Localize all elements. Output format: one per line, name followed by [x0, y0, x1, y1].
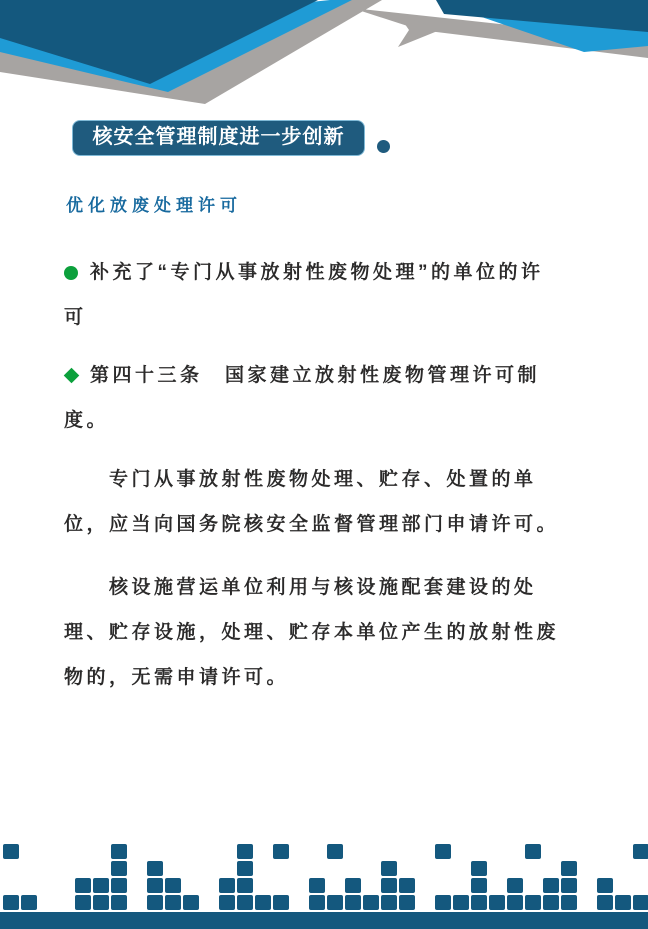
footer-pixel-square [507, 878, 523, 893]
footer-pixel-square [255, 895, 271, 910]
footer-pixel-square [327, 844, 343, 859]
footer-pixel-square [633, 895, 648, 910]
title-dot-icon [377, 140, 390, 153]
footer-pixel-square [615, 895, 631, 910]
footer-pixel-square [381, 895, 397, 910]
footer-pixel-square [147, 861, 163, 876]
paragraph-exemption [64, 565, 609, 700]
footer-pixel-square [543, 895, 559, 910]
section-subtitle: 优化放废处理许可 [66, 196, 242, 215]
footer-pixel-square [273, 844, 289, 859]
footer-pixel-square [597, 878, 613, 893]
footer-pixel-square [3, 844, 19, 859]
footer-pixel-square [165, 878, 181, 893]
footer-pixel-square [435, 895, 451, 910]
footer-pixel-square [525, 895, 541, 910]
footer-pixel-square [471, 861, 487, 876]
text-line: 理、贮存设施，处理、贮存本单位产生的放射性废 [64, 622, 560, 643]
footer-pixel-square [219, 878, 235, 893]
footer-pixel-square [489, 895, 505, 910]
text-line: 可 [64, 307, 87, 328]
text-line: 位，应当向国务院核安全监督管理部门申请许可。 [64, 514, 560, 535]
footer-pixel-square [363, 895, 379, 910]
footer-pixel-square [219, 895, 235, 910]
footer-pixel-square [237, 878, 253, 893]
footer-pixel-square [435, 844, 451, 859]
footer-pixel-square [561, 895, 577, 910]
footer-pixel-square [453, 895, 469, 910]
footer-pixel-square [471, 878, 487, 893]
bullet-article-43 [64, 353, 609, 443]
footer-pixel-square [399, 878, 415, 893]
footer-pixel-square [237, 861, 253, 876]
footer-pixel-square [183, 895, 199, 910]
footer-pixel-square [471, 895, 487, 910]
footer-pixel-square [561, 878, 577, 893]
footer-pixel-square [309, 878, 325, 893]
footer-pixel-square [525, 844, 541, 859]
footer-pixel-square [111, 861, 127, 876]
bullet-supplement [64, 250, 609, 340]
footer-pixel-square [597, 895, 613, 910]
footer-pixel-square [75, 895, 91, 910]
paragraph-license-requirement [64, 457, 609, 547]
text-line: 专门从事放射性废物处理、贮存、处置的单 [64, 469, 537, 490]
footer-pixel-square [237, 844, 253, 859]
text-line: 第四十三条 国家建立放射性废物管理许可制 [64, 353, 609, 398]
footer-pixel-square [3, 895, 19, 910]
footer-pixel-square [381, 861, 397, 876]
text-line: 补充了“专门从事放射性废物处理”的单位的许 [64, 250, 609, 295]
footer-pixel-square [21, 895, 37, 910]
footer-pixel-square [111, 844, 127, 859]
footer-pixel-square [111, 895, 127, 910]
footer-pixel-square [507, 895, 523, 910]
footer-pixel-square [93, 895, 109, 910]
footer-pixel-square [147, 895, 163, 910]
circle-bullet-icon [64, 266, 78, 280]
footer-pixel-square [381, 878, 397, 893]
footer-pixel-square [111, 878, 127, 893]
footer-pixel-square [399, 895, 415, 910]
footer-pixel-square [327, 895, 343, 910]
footer-pixel-square [93, 878, 109, 893]
footer-pixel-square [345, 878, 361, 893]
footer-pixel-square [309, 895, 325, 910]
diamond-bullet-icon [64, 368, 80, 384]
page-title-banner: 核安全管理制度进一步创新 [72, 120, 365, 156]
text-line: 物的，无需申请许可。 [64, 667, 290, 688]
footer-pixel-square [75, 878, 91, 893]
text-line: 核设施营运单位利用与核设施配套建设的处 [64, 577, 537, 598]
footer-pixel-square [345, 895, 361, 910]
footer-pixel-square [273, 895, 289, 910]
footer-pixel-square [147, 878, 163, 893]
text-line: 度。 [64, 410, 110, 431]
header-decor-shapes [0, 0, 648, 112]
footer-pixel-square [165, 895, 181, 910]
footer-pixel-square [633, 844, 648, 859]
footer-bar [0, 912, 648, 929]
footer-pixel-square [543, 878, 559, 893]
footer-pixel-square [237, 895, 253, 910]
footer-pixel-square [561, 861, 577, 876]
